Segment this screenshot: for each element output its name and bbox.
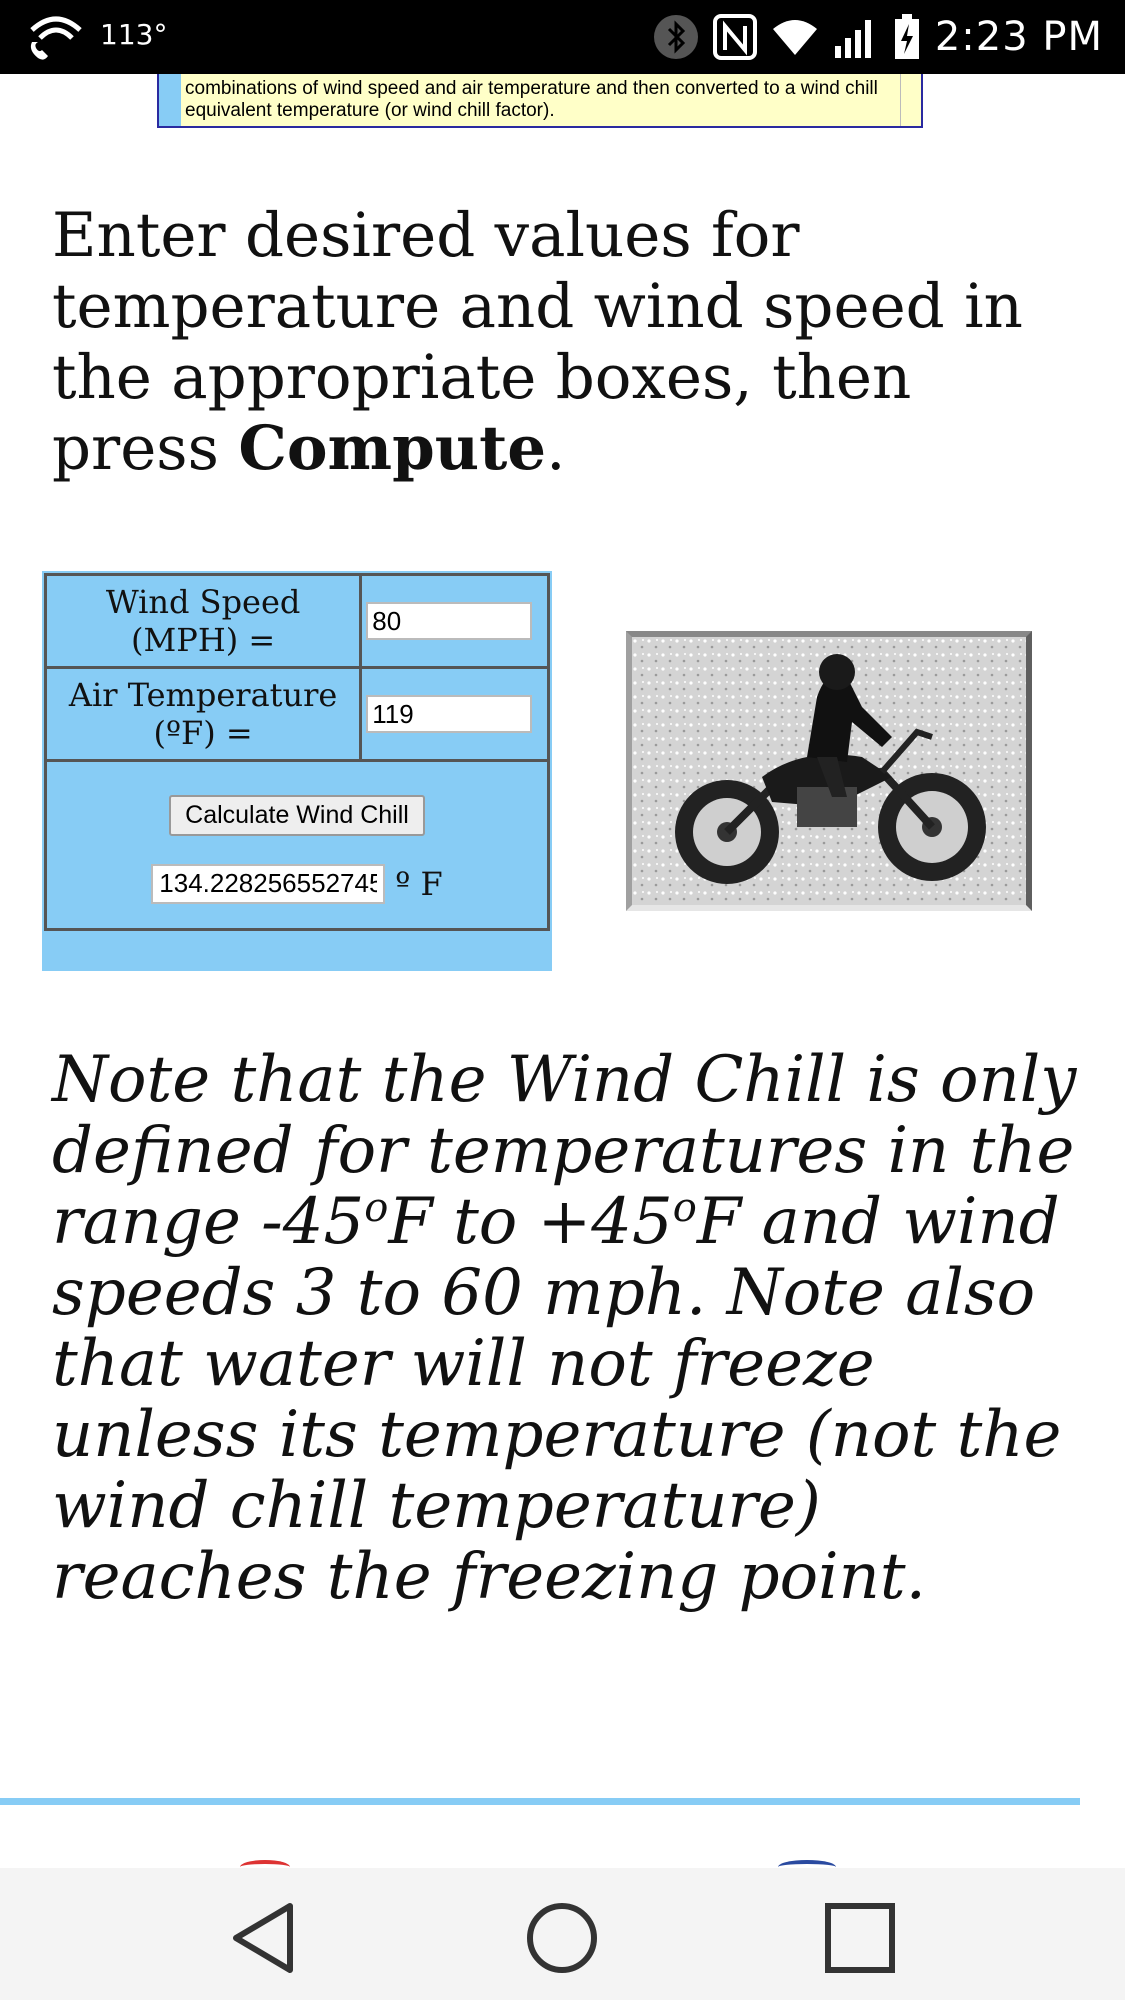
result-row xyxy=(48,864,546,904)
motorcycle-illustration xyxy=(632,637,1026,905)
home-icon[interactable] xyxy=(522,1898,602,1978)
compute-keyword: Compute xyxy=(238,413,547,484)
section-divider xyxy=(0,1798,1080,1805)
definition-note-text: combinations of wind speed and air temperature and then converted to a wind chill equivalent temperature (or wind chill factor). xyxy=(185,78,878,121)
air-temperature-input[interactable] xyxy=(366,695,532,733)
wind-chill-result-field[interactable] xyxy=(151,864,385,904)
clock-text: 2:23 PM xyxy=(934,14,1103,60)
instructions-paragraph: Enter desired values for temperature and wind speed in the appropriate boxes, then press Compute. xyxy=(52,200,1023,484)
wind-speed-input[interactable] xyxy=(366,602,532,640)
signal-icon xyxy=(833,16,879,58)
result-unit: º F xyxy=(395,864,443,903)
recent-apps-icon[interactable] xyxy=(820,1898,900,1978)
air-temperature-label: Air Temperature (ºF) = xyxy=(46,668,361,761)
wind-speed-label: Wind Speed (MPH) = xyxy=(46,575,361,668)
temperature-text: 113° xyxy=(100,18,168,51)
wind-chill-calculator xyxy=(42,571,552,971)
calculator-table xyxy=(44,573,550,931)
android-nav-bar xyxy=(0,1868,1125,2000)
battery-charging-icon xyxy=(893,14,921,60)
wifi-calling-icon xyxy=(26,12,86,62)
wifi-icon xyxy=(771,17,819,57)
nfc-icon xyxy=(713,14,757,60)
back-icon[interactable] xyxy=(228,1898,308,1978)
snowy-motorcycle-rider-image xyxy=(626,631,1032,911)
status-bar xyxy=(0,0,1125,74)
calculate-wind-chill-button[interactable]: Calculate Wind Chill xyxy=(169,795,425,836)
wind-chill-range-note: Note that the Wind Chill is only defined for temperatures in the range -45$^o$F to $+45^oF$ and wind speeds 3 to 60 mph. Note also that water will not freeze unless its temperature (not the wind chill temperature) reaches the freezing point. xyxy=(52,1043,1077,1614)
definition-note-box xyxy=(157,74,923,128)
bluetooth-icon xyxy=(653,14,699,60)
